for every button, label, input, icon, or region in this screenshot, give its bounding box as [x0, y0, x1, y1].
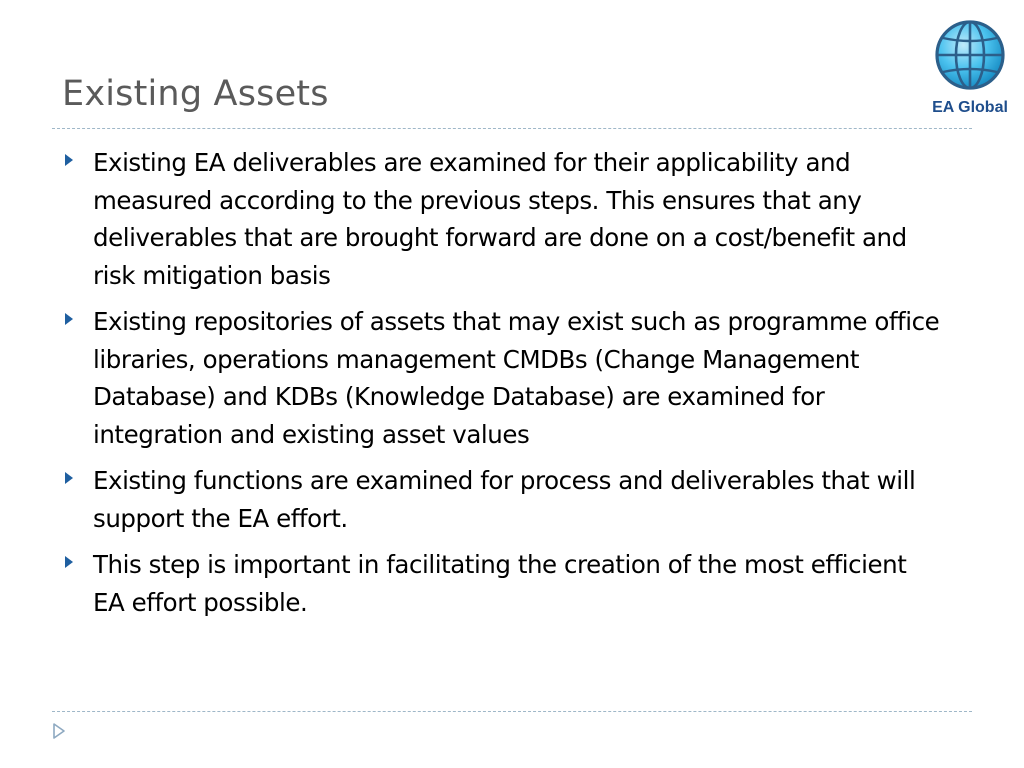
bullet-text: Existing EA deliverables are examined for their applicability and measured according to the previous steps. This ensures that any deliverables that are brought forward are done on a cost/benefit and risk mitigation basis: [93, 148, 907, 290]
logo-label: EA Global: [932, 99, 1008, 116]
slide-title: Existing Assets: [62, 74, 329, 114]
list-item: [62, 303, 942, 453]
triangle-bullet-icon: [64, 312, 74, 326]
list-item: [62, 462, 942, 537]
list-item: [62, 546, 942, 621]
ea-global-logo: [926, 18, 1014, 122]
title-divider: [52, 128, 972, 129]
bullet-text: Existing functions are examined for process and deliverables that will support the EA effort.: [93, 466, 916, 533]
bullet-text: Existing repositories of assets that may exist such as programme office libraries, operations management CMDBs (Change Management Database) and KDBs (Knowledge Database) are examined for integration and existing asset values: [93, 307, 940, 449]
triangle-bullet-icon: [64, 153, 74, 167]
bullet-text: This step is important in facilitating the creation of the most efficient EA effort possible.: [93, 550, 907, 617]
footer-divider: [52, 711, 972, 712]
list-item: [62, 144, 942, 294]
bullet-list: [62, 144, 942, 630]
next-slide-arrow-icon[interactable]: [52, 722, 66, 740]
triangle-bullet-icon: [64, 555, 74, 569]
triangle-bullet-icon: [64, 471, 74, 485]
globe-icon: [934, 18, 1006, 92]
